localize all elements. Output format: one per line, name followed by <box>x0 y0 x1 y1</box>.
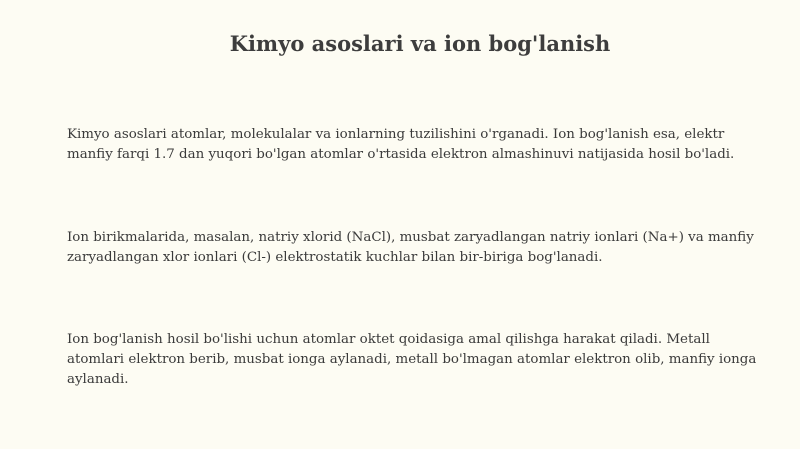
paragraph-2: Ion birikmalarida, masalan, natriy xlorid (NaCl), musbat zaryadlangan natriy ionlari (Na+) va manfiy zaryadlangan xlor ionlari (Cl-) elektrostatik kuchlar bilan bir-biriga bog'lanadi. <box>67 230 754 265</box>
paragraph-3: Ion bog'lanish hosil bo'lishi uchun atomlar oktet qoidasiga amal qilishga harakat qiladi. Metall atomlari elektron berib, musbat ionga aylanadi, metall bo'lmagan atomlar elektron olib, manfiy ionga aylanadi. <box>67 332 757 387</box>
slide-title: Kimyo asoslari va ion bog'lanish <box>229 31 611 56</box>
paragraph-1: Kimyo asoslari atomlar, molekulalar va ionlarning tuzilishini o'rganadi. Ion bog'lanish esa, elektr manfiy farqi 1.7 dan yuqori bo'lgan atomlar o'rtasida elektron almashinuvi natijasida hosil bo'ladi. <box>67 127 735 162</box>
